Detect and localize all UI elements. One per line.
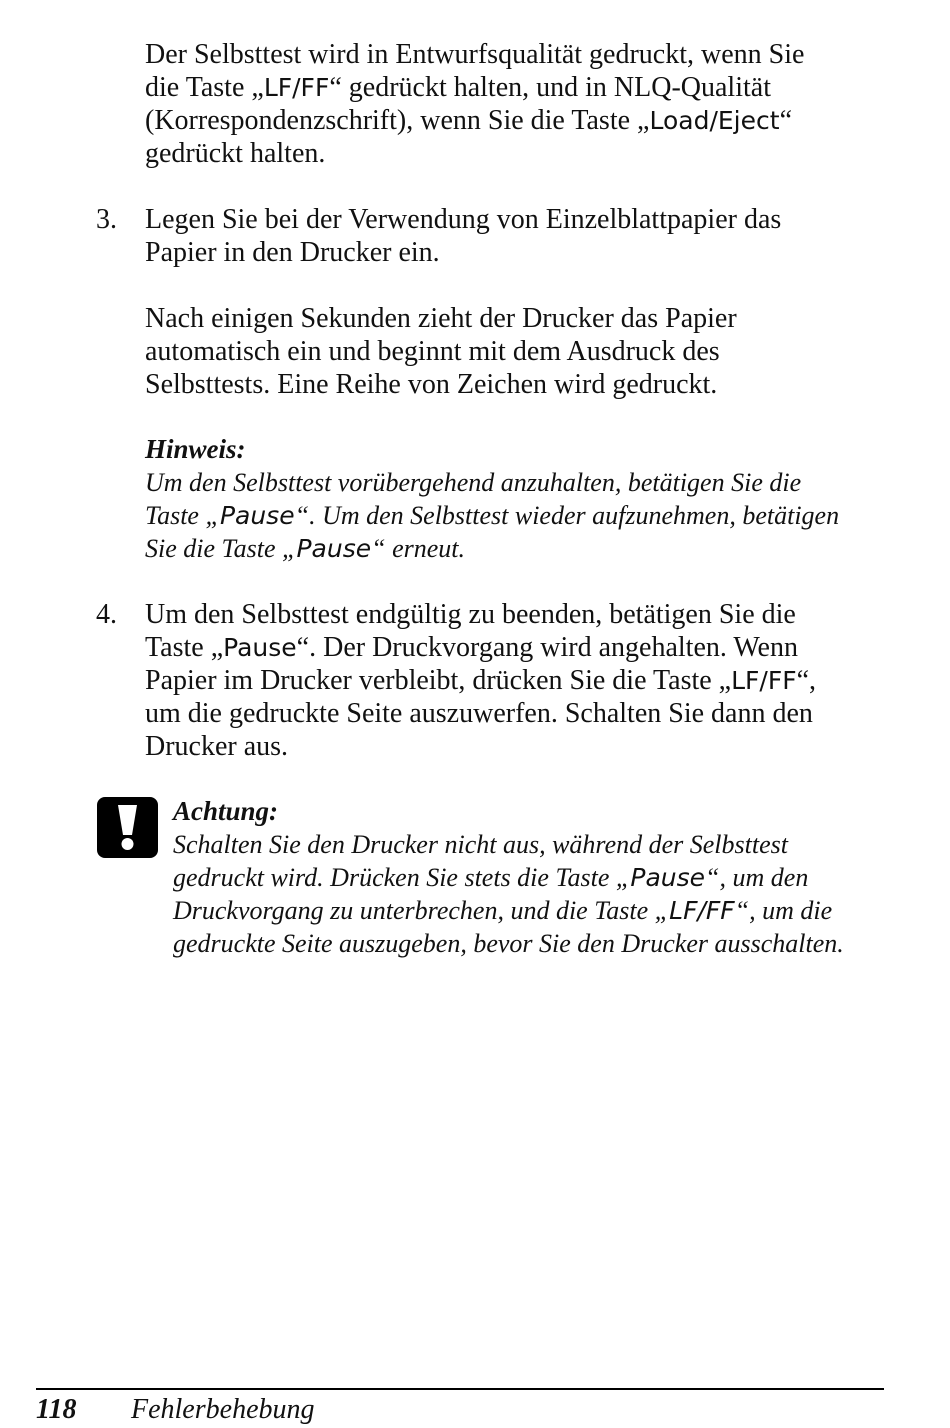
- key-name: Pause: [630, 863, 706, 892]
- key-name: Pause: [219, 501, 295, 530]
- caution-line: gedruckte Seite auszugeben, bevor Sie den Drucker ausschalten.: [173, 929, 844, 958]
- key-name: LF/FF: [669, 896, 735, 925]
- step-3-followup-line: Selbsttests. Eine Reihe von Zeichen wird gedruckt.: [145, 369, 718, 400]
- key-name: LF/FF: [731, 666, 797, 695]
- intro-line: die Taste „LF/FF“ gedrückt halten, und in NLQ-Qualität: [145, 72, 771, 103]
- step-3-number: 3.: [96, 204, 117, 235]
- note-line: Sie die Taste „Pause“ erneut.: [145, 534, 465, 563]
- footer-divider: [36, 1388, 884, 1390]
- step-4-line: Taste „Pause“. Der Druckvorgang wird angehalten. Wenn: [145, 632, 798, 663]
- caution-line: gedruckt wird. Drücken Sie stets die Taste „Pause“, um den: [173, 863, 809, 892]
- step-3-line: Legen Sie bei der Verwendung von Einzelblattpapier das: [145, 204, 782, 235]
- caution-block: [173, 795, 893, 960]
- step-4-line: Um den Selbsttest endgültig zu beenden, betätigen Sie die: [145, 599, 796, 630]
- step-3-followup: [145, 302, 890, 401]
- intro-paragraph: [145, 38, 890, 170]
- intro-line: gedrückt halten.: [145, 138, 326, 169]
- key-name: Pause: [296, 534, 372, 563]
- key-name: Pause: [223, 633, 297, 662]
- note-block: [145, 433, 890, 565]
- caution-line: Schalten Sie den Drucker nicht aus, während der Selbsttest: [173, 830, 788, 859]
- step-4-line: Drucker aus.: [145, 731, 289, 762]
- intro-line: (Korrespondenzschrift), wenn Sie die Taste „Load/Eject“: [145, 105, 792, 136]
- exclamation-icon: [97, 797, 158, 858]
- key-name: LF/FF: [263, 73, 330, 102]
- step-3-followup-line: automatisch ein und beginnt mit dem Ausdruck des: [145, 336, 720, 367]
- note-title: Hinweis:: [145, 434, 246, 464]
- caution-title: Achtung:: [173, 796, 279, 826]
- caution-line: Druckvorgang zu unterbrechen, und die Taste „LF/FF“, um die: [173, 896, 833, 925]
- key-name: Load/Eject: [649, 106, 780, 135]
- step-4-text: [145, 598, 890, 763]
- step-3-followup-line: Nach einigen Sekunden zieht der Drucker das Papier: [145, 303, 737, 334]
- step-3-text: [145, 203, 890, 269]
- step-3-line: Papier in den Drucker ein.: [145, 237, 440, 268]
- intro-line: Der Selbsttest wird in Entwurfsqualität gedruckt, wenn Sie: [145, 39, 805, 70]
- page-number: 118: [36, 1394, 77, 1425]
- note-line: Um den Selbsttest vorübergehend anzuhalten, betätigen Sie die: [145, 468, 802, 497]
- step-4-number: 4.: [96, 599, 117, 630]
- note-line: Taste „Pause“. Um den Selbsttest wieder aufzunehmen, betätigen: [145, 501, 840, 530]
- step-4-line: um die gedruckte Seite auszuwerfen. Schalten Sie dann den: [145, 698, 813, 729]
- step-4-line: Papier im Drucker verbleibt, drücken Sie die Taste „LF/FF“,: [145, 665, 817, 696]
- section-title: Fehlerbehebung: [131, 1394, 315, 1425]
